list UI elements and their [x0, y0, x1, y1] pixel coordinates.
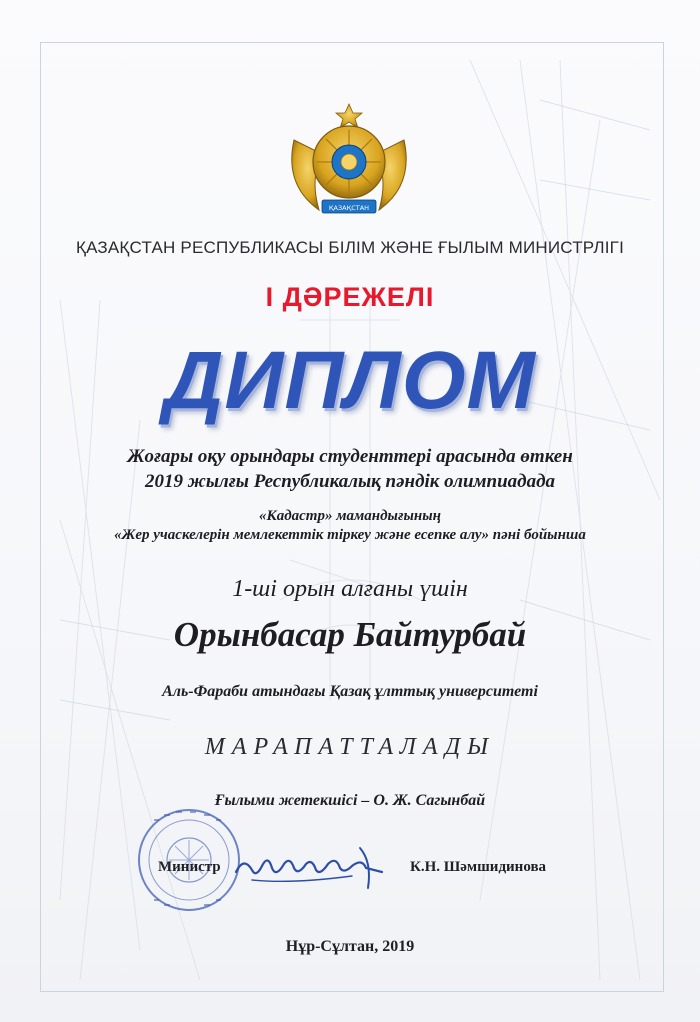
subject-line: «Жер учаскелерін мемлекеттік тіркеу және есепке алу» пәні бойынша [114, 527, 586, 543]
awarded-text: МАРАПАТТАЛАДЫ [204, 734, 496, 760]
degree-title: І ДӘРЕЖЕЛІ [265, 282, 435, 312]
minister-signature-icon [232, 842, 402, 892]
city-year: Нұр-Сұлтан, 2019 [285, 938, 415, 955]
specialty-line: «Кадастр» мамандығының [259, 508, 441, 524]
minister-name: К.Н. Шәмшидинова [410, 859, 547, 875]
diploma-heading: ДИПЛОМ [164, 335, 536, 426]
ministry-title: ҚАЗАҚСТАН РЕСПУБЛИКАСЫ БІЛІМ ЖӘНЕ ҒЫЛЫМ МИНИСТРЛІГІ [75, 238, 625, 257]
olympiad-line-2: 2019 жылғы Республикалық пәндік олимпиадада [144, 471, 556, 492]
state-emblem-icon [284, 100, 414, 225]
olympiad-line-1: Жоғары оқу орындары студенттері арасында өткен [127, 446, 573, 467]
emblem-ribbon-text: ҚАЗАҚСТАН [328, 204, 370, 212]
minister-label: Министр [158, 859, 221, 875]
recipient-name: Орынбасар Байтурбай [173, 615, 527, 654]
advisor-text: Ғылыми жетекшісі – О. Ж. Сагынбай [214, 792, 486, 809]
university-name: Аль-Фараби атындағы Қазақ ұлттық университеті [162, 683, 538, 700]
place-text: 1-ші орын алғаны үшін [232, 576, 468, 602]
